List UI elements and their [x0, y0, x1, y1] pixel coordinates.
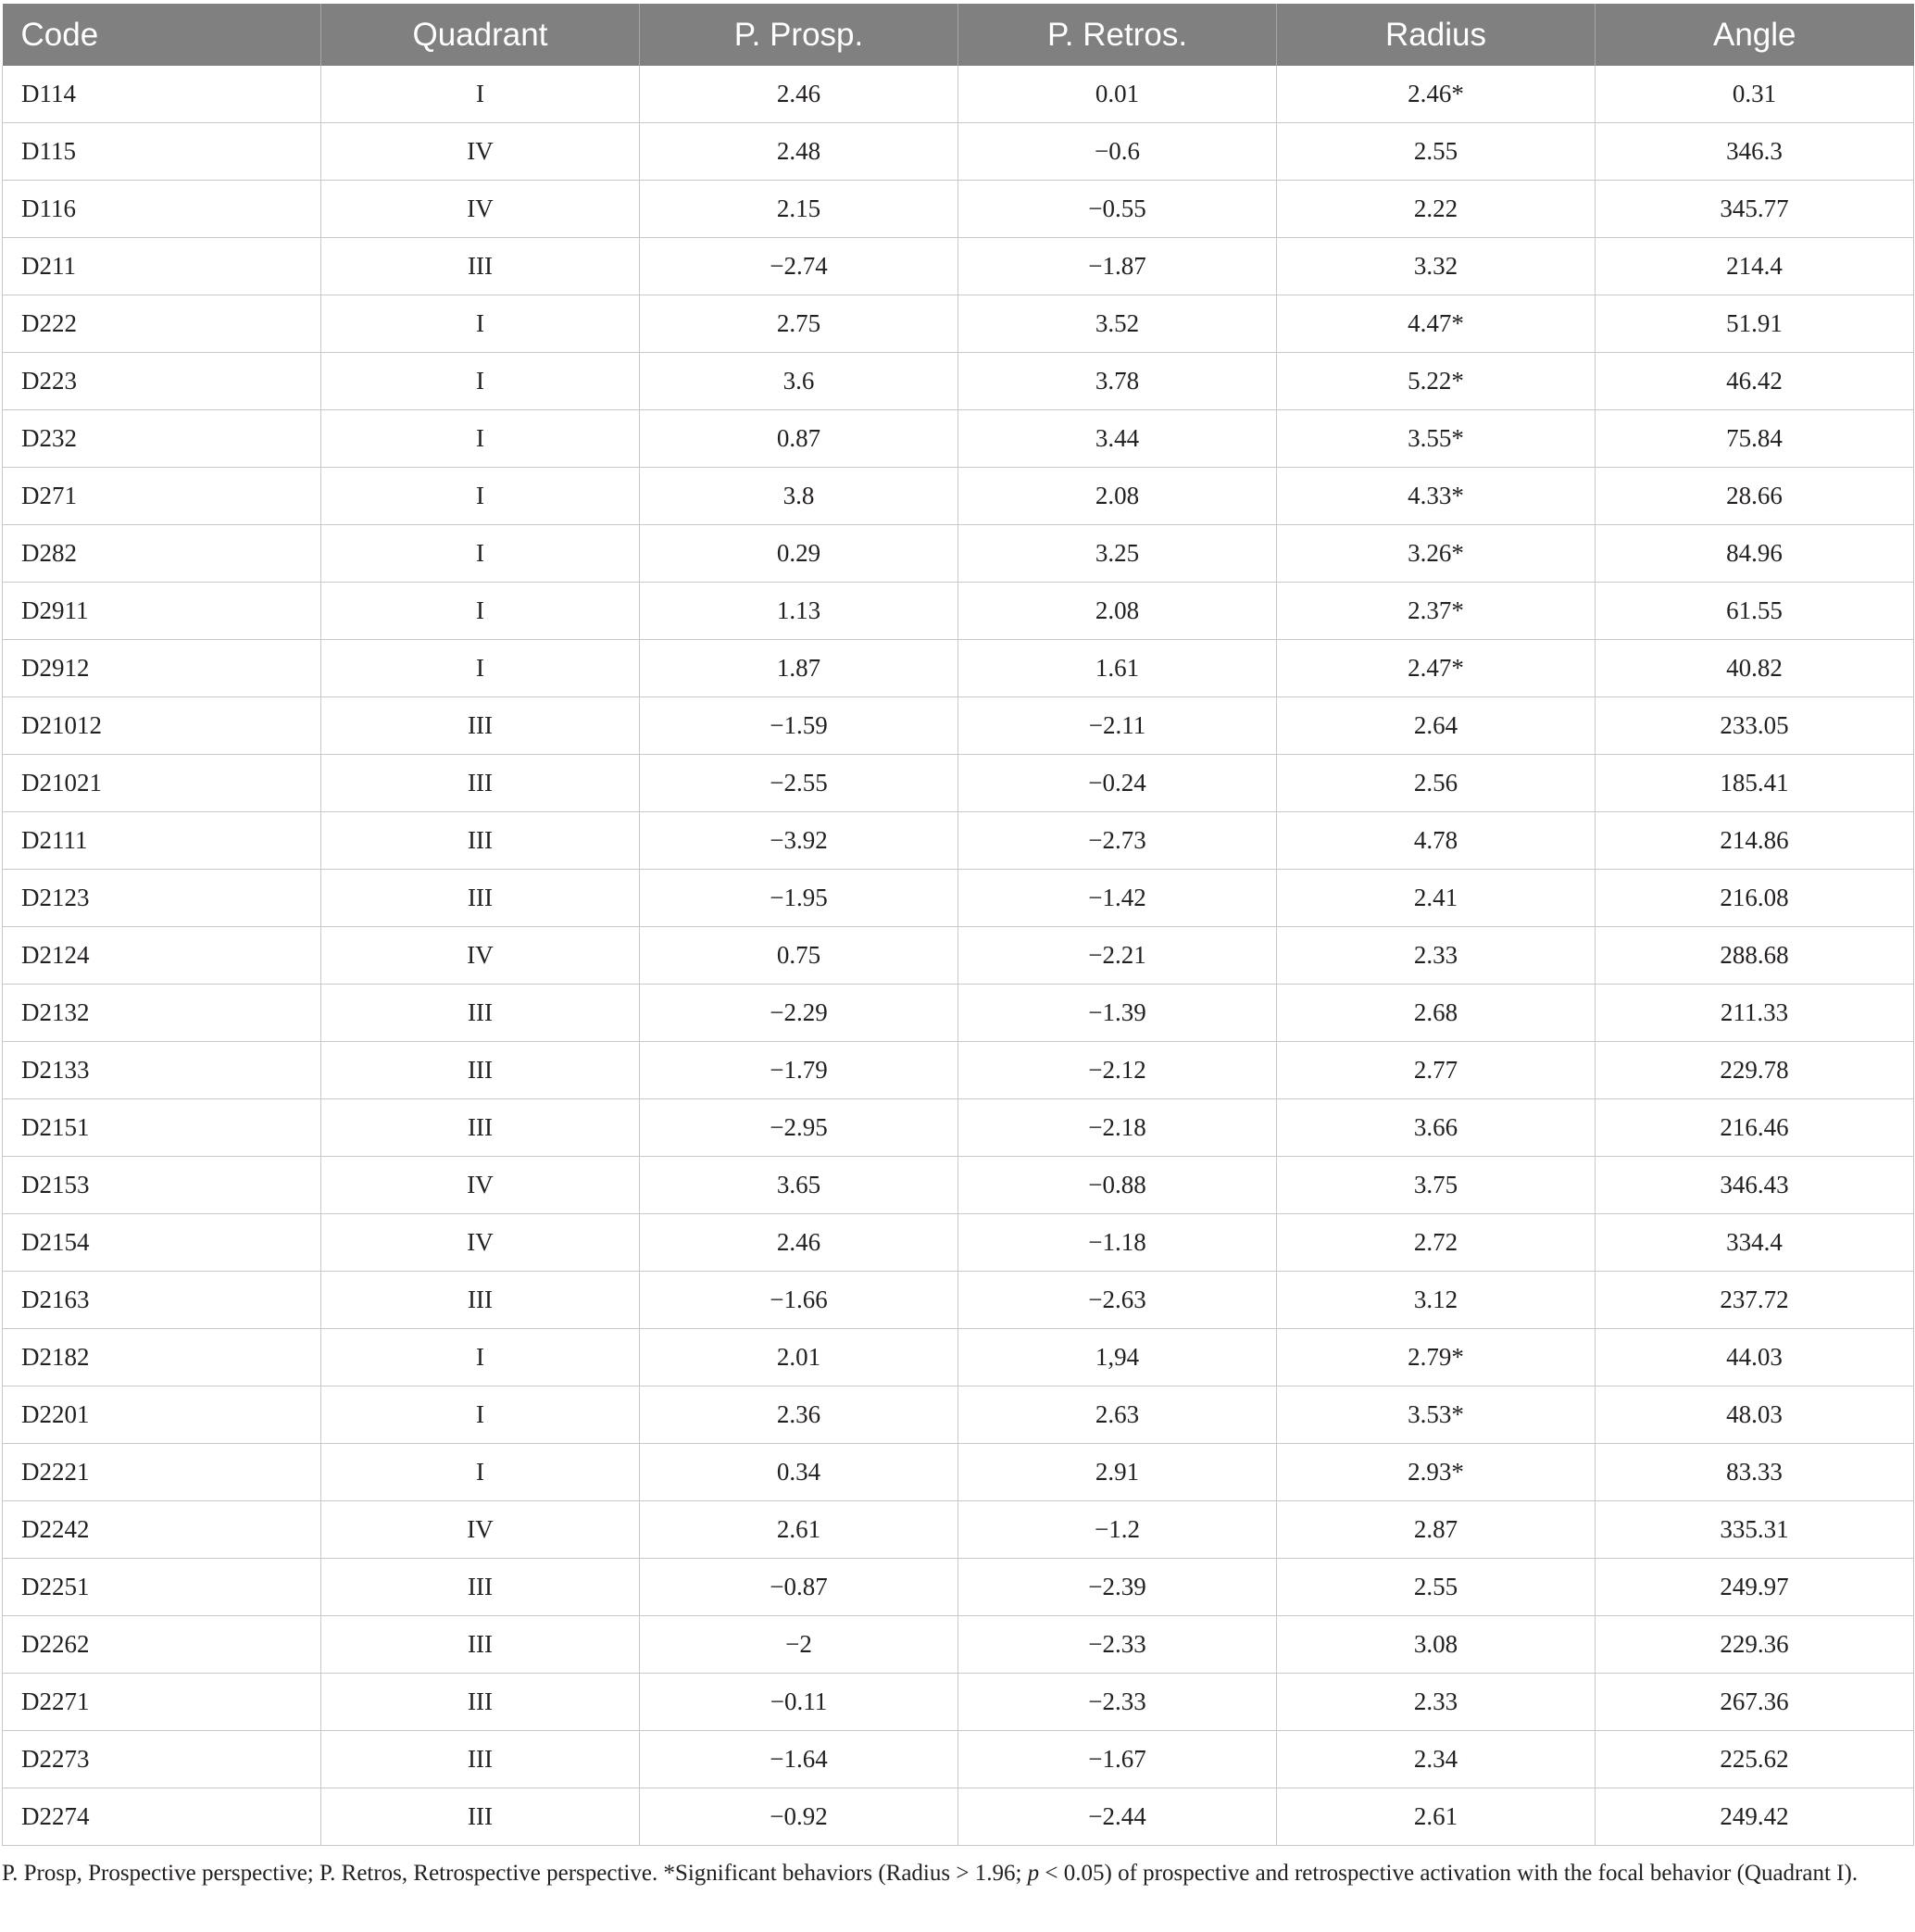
table-row: [3, 410, 1914, 468]
cell-p-retros: 2.08: [958, 468, 1277, 525]
cell-p-prosp: −2.74: [640, 238, 958, 295]
cell-code: D2911: [3, 583, 321, 640]
cell-code: D2912: [3, 640, 321, 697]
cell-angle: 48.03: [1596, 1386, 1914, 1444]
cell-p-prosp: 2.61: [640, 1501, 958, 1559]
table-row: [3, 1157, 1914, 1214]
cell-p-prosp: 2.01: [640, 1329, 958, 1386]
cell-quadrant: III: [321, 870, 640, 927]
table-body: [3, 66, 1914, 1846]
cell-quadrant: III: [321, 1042, 640, 1099]
cell-radius: 3.66: [1277, 1099, 1596, 1157]
cell-code: D2262: [3, 1616, 321, 1674]
table-row: [3, 353, 1914, 410]
cell-p-retros: 1,94: [958, 1329, 1277, 1386]
table-row: [3, 640, 1914, 697]
cell-radius: 4.78: [1277, 812, 1596, 870]
cell-radius: 2.22: [1277, 181, 1596, 238]
table-row: [3, 755, 1914, 812]
cell-angle: 216.08: [1596, 870, 1914, 927]
table-footnote: [2, 1857, 1900, 1890]
cell-code: D2273: [3, 1731, 321, 1788]
cell-p-retros: 3.44: [958, 410, 1277, 468]
cell-angle: 83.33: [1596, 1444, 1914, 1501]
header-code: Code: [3, 4, 321, 66]
cell-p-retros: −2.12: [958, 1042, 1277, 1099]
cell-angle: 237.72: [1596, 1272, 1914, 1329]
cell-quadrant: I: [321, 353, 640, 410]
cell-p-prosp: −0.92: [640, 1788, 958, 1846]
cell-p-retros: −1.18: [958, 1214, 1277, 1272]
cell-quadrant: I: [321, 1386, 640, 1444]
cell-p-prosp: 2.36: [640, 1386, 958, 1444]
cell-code: D2151: [3, 1099, 321, 1157]
cell-p-prosp: 2.46: [640, 66, 958, 123]
cell-code: D2242: [3, 1501, 321, 1559]
footnote-p-symbol: p: [1027, 1861, 1040, 1886]
cell-p-retros: 3.52: [958, 295, 1277, 353]
cell-radius: 2.87: [1277, 1501, 1596, 1559]
cell-radius: 2.41: [1277, 870, 1596, 927]
cell-p-retros: −1.2: [958, 1501, 1277, 1559]
cell-radius: 2.34: [1277, 1731, 1596, 1788]
cell-p-retros: −2.73: [958, 812, 1277, 870]
table-row: [3, 123, 1914, 181]
cell-p-retros: −2.11: [958, 697, 1277, 755]
cell-p-retros: 2.08: [958, 583, 1277, 640]
table-row: [3, 1501, 1914, 1559]
cell-p-prosp: 2.48: [640, 123, 958, 181]
cell-p-retros: −1.39: [958, 985, 1277, 1042]
cell-p-retros: −2.33: [958, 1674, 1277, 1731]
cell-angle: 249.97: [1596, 1559, 1914, 1616]
cell-code: D2154: [3, 1214, 321, 1272]
cell-p-prosp: 3.8: [640, 468, 958, 525]
cell-radius: 2.47*: [1277, 640, 1596, 697]
cell-quadrant: III: [321, 755, 640, 812]
header-radius: Radius: [1277, 4, 1596, 66]
cell-p-prosp: 1.13: [640, 583, 958, 640]
table-row: [3, 1042, 1914, 1099]
cell-p-prosp: 0.29: [640, 525, 958, 583]
cell-radius: 2.33: [1277, 927, 1596, 985]
cell-quadrant: I: [321, 1329, 640, 1386]
table-row: [3, 1329, 1914, 1386]
cell-code: D2133: [3, 1042, 321, 1099]
cell-p-retros: −2.39: [958, 1559, 1277, 1616]
cell-code: D21012: [3, 697, 321, 755]
cell-quadrant: III: [321, 1559, 640, 1616]
cell-p-prosp: −0.11: [640, 1674, 958, 1731]
cell-p-retros: −2.44: [958, 1788, 1277, 1846]
footnote-text-2: < 0.05) of prospective and retrospective activation with the focal behavior (Quadrant I).: [1039, 1861, 1859, 1886]
cell-angle: 44.03: [1596, 1329, 1914, 1386]
cell-quadrant: IV: [321, 927, 640, 985]
cell-code: D2251: [3, 1559, 321, 1616]
cell-p-retros: −2.21: [958, 927, 1277, 985]
cell-p-prosp: 2.15: [640, 181, 958, 238]
cell-code: D2132: [3, 985, 321, 1042]
cell-quadrant: I: [321, 468, 640, 525]
cell-p-prosp: −3.92: [640, 812, 958, 870]
table-row: [3, 525, 1914, 583]
cell-p-prosp: −1.95: [640, 870, 958, 927]
cell-radius: 4.47*: [1277, 295, 1596, 353]
cell-radius: 4.33*: [1277, 468, 1596, 525]
cell-quadrant: I: [321, 66, 640, 123]
cell-quadrant: III: [321, 1272, 640, 1329]
table-row: [3, 1559, 1914, 1616]
data-table: [2, 4, 1914, 1846]
cell-angle: 233.05: [1596, 697, 1914, 755]
cell-p-prosp: −0.87: [640, 1559, 958, 1616]
cell-radius: 2.77: [1277, 1042, 1596, 1099]
cell-p-prosp: 1.87: [640, 640, 958, 697]
cell-angle: 75.84: [1596, 410, 1914, 468]
cell-quadrant: IV: [321, 181, 640, 238]
table-row: [3, 295, 1914, 353]
cell-quadrant: I: [321, 1444, 640, 1501]
cell-p-retros: −2.63: [958, 1272, 1277, 1329]
cell-p-retros: 3.25: [958, 525, 1277, 583]
cell-angle: 249.42: [1596, 1788, 1914, 1846]
cell-quadrant: I: [321, 583, 640, 640]
cell-radius: 2.56: [1277, 755, 1596, 812]
cell-code: D2221: [3, 1444, 321, 1501]
cell-radius: 2.37*: [1277, 583, 1596, 640]
cell-p-prosp: −1.66: [640, 1272, 958, 1329]
cell-p-prosp: −1.64: [640, 1731, 958, 1788]
cell-p-retros: −0.55: [958, 181, 1277, 238]
cell-angle: 28.66: [1596, 468, 1914, 525]
cell-quadrant: III: [321, 1616, 640, 1674]
table-row: [3, 583, 1914, 640]
cell-angle: 211.33: [1596, 985, 1914, 1042]
cell-angle: 0.31: [1596, 66, 1914, 123]
cell-quadrant: IV: [321, 1214, 640, 1272]
cell-quadrant: III: [321, 1099, 640, 1157]
cell-p-retros: −0.24: [958, 755, 1277, 812]
cell-code: D2123: [3, 870, 321, 927]
cell-p-retros: −1.67: [958, 1731, 1277, 1788]
cell-code: D2182: [3, 1329, 321, 1386]
cell-radius: 3.32: [1277, 238, 1596, 295]
table-header: [3, 4, 1914, 66]
cell-angle: 214.86: [1596, 812, 1914, 870]
cell-angle: 46.42: [1596, 353, 1914, 410]
table-row: [3, 1272, 1914, 1329]
table-row: [3, 927, 1914, 985]
cell-radius: 2.79*: [1277, 1329, 1596, 1386]
cell-radius: 2.68: [1277, 985, 1596, 1042]
table-row: [3, 66, 1914, 123]
cell-radius: 3.55*: [1277, 410, 1596, 468]
table-row: [3, 181, 1914, 238]
cell-angle: 335.31: [1596, 1501, 1914, 1559]
cell-angle: 51.91: [1596, 295, 1914, 353]
cell-angle: 216.46: [1596, 1099, 1914, 1157]
cell-quadrant: III: [321, 238, 640, 295]
cell-quadrant: III: [321, 1731, 640, 1788]
table-row: [3, 870, 1914, 927]
cell-angle: 84.96: [1596, 525, 1914, 583]
cell-code: D232: [3, 410, 321, 468]
cell-p-retros: 2.91: [958, 1444, 1277, 1501]
cell-code: D211: [3, 238, 321, 295]
table-row: [3, 812, 1914, 870]
cell-code: D114: [3, 66, 321, 123]
cell-quadrant: III: [321, 1788, 640, 1846]
cell-quadrant: III: [321, 697, 640, 755]
cell-p-prosp: 0.34: [640, 1444, 958, 1501]
cell-quadrant: I: [321, 525, 640, 583]
cell-p-retros: 2.63: [958, 1386, 1277, 1444]
cell-angle: 229.78: [1596, 1042, 1914, 1099]
cell-radius: 2.93*: [1277, 1444, 1596, 1501]
cell-code: D116: [3, 181, 321, 238]
header-row: [3, 4, 1914, 66]
header-quadrant: Quadrant: [321, 4, 640, 66]
cell-p-prosp: 0.75: [640, 927, 958, 985]
table-row: [3, 1731, 1914, 1788]
cell-radius: 3.08: [1277, 1616, 1596, 1674]
cell-quadrant: IV: [321, 1501, 640, 1559]
cell-code: D2274: [3, 1788, 321, 1846]
cell-code: D115: [3, 123, 321, 181]
cell-p-retros: −2.33: [958, 1616, 1277, 1674]
cell-quadrant: III: [321, 812, 640, 870]
cell-code: D271: [3, 468, 321, 525]
table-row: [3, 238, 1914, 295]
cell-radius: 2.33: [1277, 1674, 1596, 1731]
footnote-text-1: P. Prosp, Prospective perspective; P. Retros, Retrospective perspective. *Significant behaviors (Radius > 1.96;: [2, 1861, 1028, 1886]
cell-p-prosp: −2.55: [640, 755, 958, 812]
cell-quadrant: III: [321, 1674, 640, 1731]
cell-angle: 267.36: [1596, 1674, 1914, 1731]
cell-quadrant: I: [321, 410, 640, 468]
cell-p-retros: −1.87: [958, 238, 1277, 295]
cell-p-retros: −2.18: [958, 1099, 1277, 1157]
cell-angle: 185.41: [1596, 755, 1914, 812]
table-row: [3, 1616, 1914, 1674]
cell-quadrant: IV: [321, 123, 640, 181]
cell-p-prosp: −2.95: [640, 1099, 958, 1157]
cell-angle: 229.36: [1596, 1616, 1914, 1674]
cell-p-prosp: 3.65: [640, 1157, 958, 1214]
cell-angle: 225.62: [1596, 1731, 1914, 1788]
cell-angle: 61.55: [1596, 583, 1914, 640]
cell-code: D2201: [3, 1386, 321, 1444]
cell-p-retros: 1.61: [958, 640, 1277, 697]
table-row: [3, 697, 1914, 755]
cell-radius: 5.22*: [1277, 353, 1596, 410]
table-row: [3, 1788, 1914, 1846]
cell-p-prosp: −1.59: [640, 697, 958, 755]
cell-p-retros: 3.78: [958, 353, 1277, 410]
cell-code: D2153: [3, 1157, 321, 1214]
cell-angle: 346.3: [1596, 123, 1914, 181]
table-row: [3, 1674, 1914, 1731]
cell-radius: 2.64: [1277, 697, 1596, 755]
table-row: [3, 985, 1914, 1042]
cell-radius: 2.55: [1277, 1559, 1596, 1616]
cell-p-prosp: 0.87: [640, 410, 958, 468]
cell-code: D2271: [3, 1674, 321, 1731]
cell-p-prosp: 3.6: [640, 353, 958, 410]
table-row: [3, 1444, 1914, 1501]
cell-code: D222: [3, 295, 321, 353]
cell-code: D2124: [3, 927, 321, 985]
cell-code: D223: [3, 353, 321, 410]
cell-code: D2163: [3, 1272, 321, 1329]
cell-angle: 334.4: [1596, 1214, 1914, 1272]
cell-radius: 2.61: [1277, 1788, 1596, 1846]
table-row: [3, 468, 1914, 525]
cell-quadrant: IV: [321, 1157, 640, 1214]
cell-p-retros: −0.6: [958, 123, 1277, 181]
cell-code: D21021: [3, 755, 321, 812]
cell-angle: 40.82: [1596, 640, 1914, 697]
cell-angle: 288.68: [1596, 927, 1914, 985]
cell-angle: 345.77: [1596, 181, 1914, 238]
header-p-retros: P. Retros.: [958, 4, 1277, 66]
cell-angle: 346.43: [1596, 1157, 1914, 1214]
cell-radius: 2.46*: [1277, 66, 1596, 123]
cell-quadrant: I: [321, 640, 640, 697]
cell-p-prosp: 2.46: [640, 1214, 958, 1272]
cell-p-prosp: 2.75: [640, 295, 958, 353]
cell-p-retros: −0.88: [958, 1157, 1277, 1214]
cell-p-prosp: −1.79: [640, 1042, 958, 1099]
cell-angle: 214.4: [1596, 238, 1914, 295]
cell-p-prosp: −2: [640, 1616, 958, 1674]
cell-quadrant: I: [321, 295, 640, 353]
cell-radius: 2.55: [1277, 123, 1596, 181]
cell-code: D282: [3, 525, 321, 583]
table-row: [3, 1386, 1914, 1444]
cell-radius: 3.75: [1277, 1157, 1596, 1214]
header-p-prosp: P. Prosp.: [640, 4, 958, 66]
table-row: [3, 1214, 1914, 1272]
cell-radius: 3.26*: [1277, 525, 1596, 583]
cell-radius: 2.72: [1277, 1214, 1596, 1272]
cell-radius: 3.12: [1277, 1272, 1596, 1329]
cell-p-retros: 0.01: [958, 66, 1277, 123]
cell-p-retros: −1.42: [958, 870, 1277, 927]
cell-radius: 3.53*: [1277, 1386, 1596, 1444]
header-angle: Angle: [1596, 4, 1914, 66]
cell-p-prosp: −2.29: [640, 985, 958, 1042]
table-row: [3, 1099, 1914, 1157]
cell-quadrant: III: [321, 985, 640, 1042]
cell-code: D2111: [3, 812, 321, 870]
